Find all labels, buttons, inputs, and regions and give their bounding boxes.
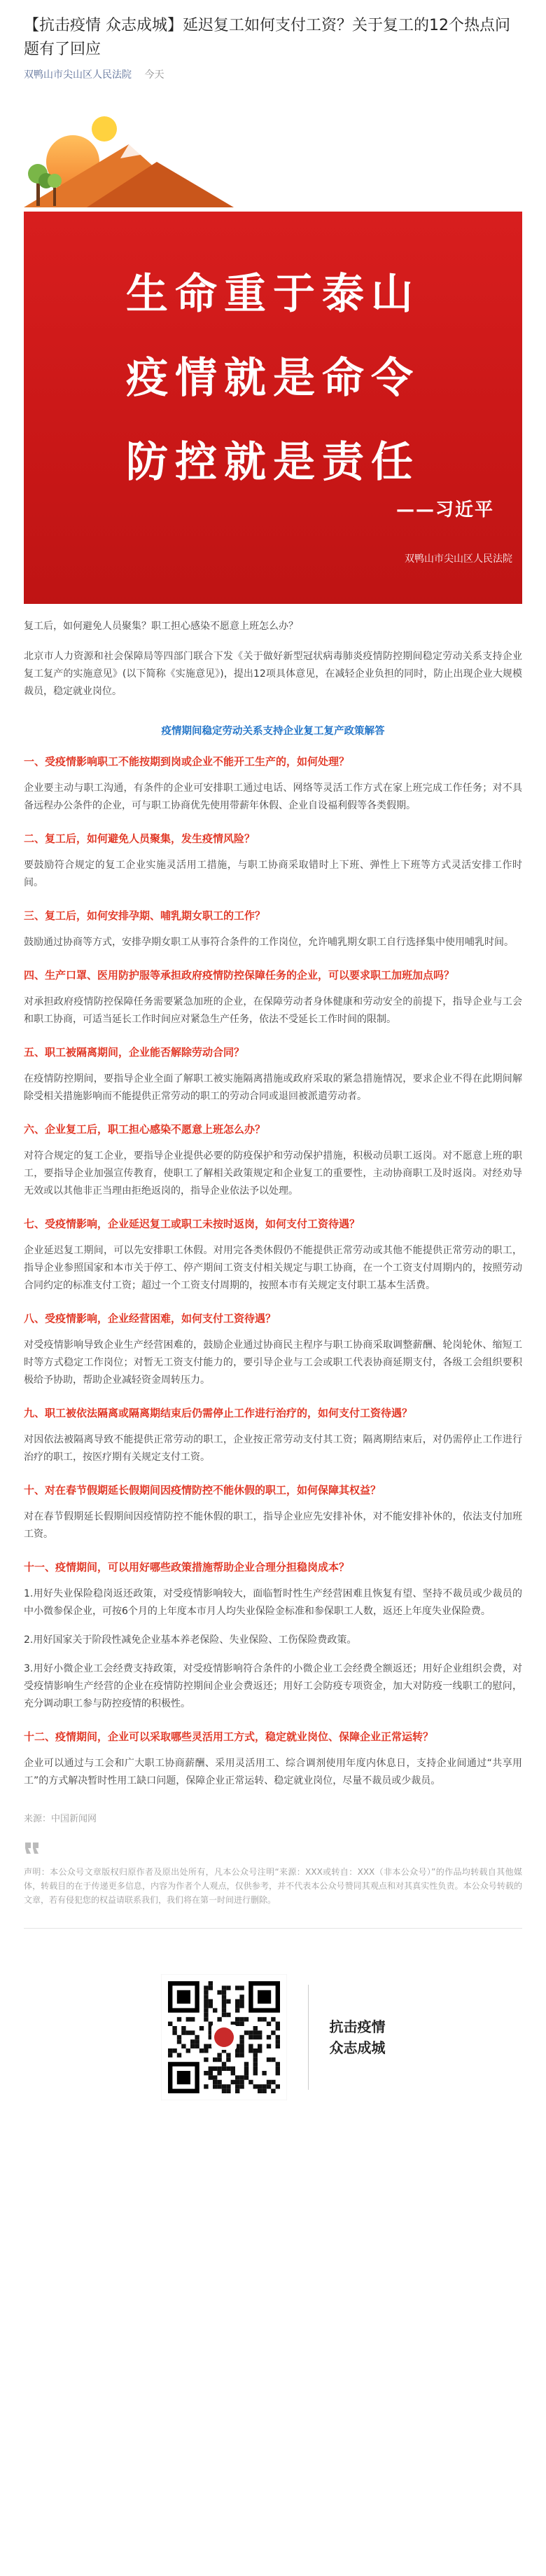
qa-section — [24, 1728, 522, 1790]
article-date: 今天 — [144, 69, 164, 81]
question-heading: 六、企业复工后，职工担心感染不愿意上班怎么办？ — [24, 1123, 266, 1136]
qa-section — [24, 1121, 522, 1200]
question-heading: 二、复工后，如何避免人员聚集，发生疫情风险？ — [24, 832, 255, 845]
qa-section — [24, 1215, 522, 1295]
qa-sections — [24, 753, 522, 1790]
footer-slogan-line-1: 抗击疫情 — [329, 2018, 386, 2035]
answer-paragraph: 要鼓励符合规定的复工企业实施灵活用工措施，与职工协商采取错时上下班、弹性上下班等方式灵活安排工作时间。 — [24, 860, 522, 888]
footer-slogan-line-2: 众志成城 — [329, 2039, 386, 2056]
question-heading: 五、职工被隔离期间，企业能否解除劳动合同？ — [24, 1046, 245, 1059]
qa-section — [24, 1405, 522, 1466]
slogan-poster — [24, 212, 522, 604]
answer-paragraph: 鼓励通过协商等方式，安排孕期女职工从事符合条件的工作岗位，允许哺乳期女职工自行选择集中使用哺乳时间。 — [24, 937, 514, 948]
intro-question: 复工后，如何避免人员聚集？职工担心感染不愿意上班怎么办？ — [24, 621, 298, 632]
qa-section — [24, 1310, 522, 1389]
question-heading: 十一、疫情期间，可以用好哪些政策措施帮助企业合理分担稳岗成本？ — [24, 1561, 350, 1573]
qr-code-icon[interactable] — [161, 1974, 287, 2100]
intro-paragraph: 北京市人力资源和社会保障局等四部门联合下发《关于做好新型冠状病毒肺炎疫情防控期间稳定劳动关系支持企业复工复产的实施意见》(以下简称《实施意见》)，提出12项具体意见，在减轻企业负担的同时，防止出现企业大规模裁员，稳定就业岗位。 — [24, 651, 522, 697]
footer-divider — [24, 1928, 522, 1929]
footer-slogan — [330, 2016, 386, 2058]
question-heading: 三、复工后，如何安排孕期、哺乳期女职工的工作？ — [24, 909, 266, 922]
answer-paragraph: 2.用好国家关于阶段性减免企业基本养老保险、失业保险、工伤保险费政策。 — [24, 1634, 357, 1646]
question-heading: 四、生产口罩、医用防护服等承担政府疫情防控保障任务的企业，可以要求职工加班加点吗？ — [24, 969, 455, 982]
question-heading: 七、受疫情影响，企业延迟复工或职工未按时返岗，如何支付工资待遇？ — [24, 1218, 360, 1230]
slogan-signature: ——习近平 — [396, 500, 494, 521]
qa-section — [24, 967, 522, 1028]
slogan-line-3: 防控就是责任 — [126, 438, 420, 487]
footer-separator — [308, 1985, 309, 2090]
answer-paragraph: 在疫情防控期间，要指导企业全面了解职工被实施隔离措施或政府采取的紧急措施情况，要求企业不得在此期间解除受相关措施影响而不能提供正常劳动的职工的劳动合同或退回被派遣劳动者。 — [24, 1073, 522, 1102]
question-heading: 十二、疫情期间，企业可以采取哪些灵活用工方式，稳定就业岗位、保障企业正常运转？ — [24, 1730, 434, 1743]
qa-section — [24, 907, 522, 951]
slogan-line-2: 疫情就是命令 — [126, 354, 420, 403]
qa-section — [24, 830, 522, 892]
question-heading: 九、职工被依法隔离或隔离期结束后仍需停止工作进行治疗的，如何支付工资待遇？ — [24, 1407, 413, 1419]
qa-section — [24, 1482, 522, 1543]
question-heading: 十、对在春节假期延长假期间因疫情防控不能休假的职工，如何保障其权益？ — [24, 1484, 382, 1496]
answer-paragraph: 对承担政府疫情防控保障任务需要紧急加班的企业，在保障劳动者身体健康和劳动安全的前提下，指导企业与工会和职工协商，可适当延长工作时间应对紧急生产任务，依法不受延长工作时间的限制。 — [24, 996, 522, 1025]
footer-qr-block — [24, 1957, 522, 2118]
copyright-disclaimer: 声明：本公众号文章版权归原作者及原出处所有，凡本公众号注明“来源：XXX或转自：XXX（非本公众号）”的作品均转载自其他媒体，转载目的在于传递更多信息，内容为作者个人观点，仅供参考，并不代表本公众号赞同其观点和对其真实性负责。本公众号转载的文章，若有侵犯您的权益请联系我们，我们将在第一时间进行删除。 — [24, 1867, 522, 1905]
article-author-link[interactable]: 双鸭山市尖山区人民法院 — [24, 69, 132, 81]
article-meta — [24, 67, 522, 83]
quote-mark-icon — [24, 1840, 522, 1861]
question-heading: 一、受疫情影响职工不能按期到岗或企业不能开工生产的，如何处理？ — [24, 755, 350, 768]
qa-section — [24, 1559, 522, 1713]
mountain-landscape-icon — [24, 95, 522, 207]
answer-paragraph: 企业延迟复工期间，可以先安排职工休假。对用完各类休假仍不能提供正常劳动或其他不能提供正常劳动的职工，指导企业参照国家和本市关于停工、停产期间工资支付相关规定与职工协商，在一个工资支付周期内的，按照劳动合同约定的标准支付工资；超过一个工资支付周期的，按照本市有关规定支付职工基本生活费。 — [24, 1245, 522, 1291]
answer-paragraph: 对符合规定的复工企业，要指导企业提供必要的防疫保护和劳动保护措施，积极动员职工返岗。对不愿意上班的职工，要指导企业加强宣传教育，使职工了解相关政策规定和企业复工的重要性，主动协商职工及时返岗。对经劝导无效或以其他非正当理由拒绝返岗的，指导企业依法予以处理。 — [24, 1150, 522, 1197]
header-banner-illustration — [24, 95, 522, 207]
answer-paragraph: 企业要主动与职工沟通，有条件的企业可安排职工通过电话、网络等灵活工作方式在家上班完成工作任务；对不具备远程办公条件的企业，可与职工协商优先使用带薪年休假、企业自设福利假等各类假期。 — [24, 783, 522, 811]
qa-section — [24, 753, 522, 815]
question-heading: 八、受疫情影响，企业经营困难，如何支付工资待遇？ — [24, 1312, 276, 1325]
qa-section — [24, 1044, 522, 1106]
court-watermark: 双鸭山市尖山区人民法院 — [405, 553, 512, 565]
answer-paragraph: 1.用好失业保险稳岗返还政策，对受疫情影响较大，面临暂时性生产经营困难且恢复有望、坚持不裁员或少裁员的中小微参保企业，可按6个月的上年度本市月人均失业保险金标准和参保职工人数，返还上年度失业保险费。 — [24, 1588, 522, 1617]
answer-paragraph: 对在春节假期延长假期间因疫情防控不能休假的职工，指导企业应先安排补休，对不能安排补休的，依法支付加班工资。 — [24, 1511, 522, 1540]
answer-paragraph: 对因依法被隔离导致不能提供正常劳动的职工，企业按正常劳动支付其工资；隔离期结束后，对仍需停止工作进行治疗的职工，按医疗期有关规定支付工资。 — [24, 1434, 522, 1463]
slogan-line-1: 生命重于泰山 — [126, 270, 420, 319]
article-title: 【抗击疫情 众志成城】延迟复工如何支付工资？关于复工的12个热点问题有了回应 — [24, 17, 510, 58]
answer-paragraph: 3.用好小微企业工会经费支持政策，对受疫情影响符合条件的小微企业工会经费全额返还；用好企业组织会费，对受疫情影响生产经营的企业在疫情防控期间企业会费返还；用好工会防疫专项资金，加大对防疫一线职工的慰问，充分调动职工参与防控疫情的积极性。 — [24, 1663, 522, 1709]
answer-paragraph: 企业可以通过与工会和广大职工协商薪酬、采用灵活用工、综合调剂使用年度内休息日，支持企业间通过“共享用工”的方式解决暂时性用工缺口问题，保障企业正常运转、稳定就业岗位，尽量不裁员或少裁员。 — [24, 1758, 522, 1786]
article-source: 来源：中国新闻网 — [24, 1814, 97, 1824]
answer-paragraph: 对受疫情影响导致企业生产经营困难的，鼓励企业通过协商民主程序与职工协商采取调整薪酬、轮岗轮休、缩短工时等方式稳定工作岗位；对暂无工资支付能力的，要引导企业与工会或职工代表协商延期支付，各级工会组织要积极给予协助，帮助企业减轻资金周转压力。 — [24, 1339, 522, 1386]
policy-section-heading: 疫情期间稳定劳动关系支持企业复工复产政策解答 — [161, 726, 385, 737]
